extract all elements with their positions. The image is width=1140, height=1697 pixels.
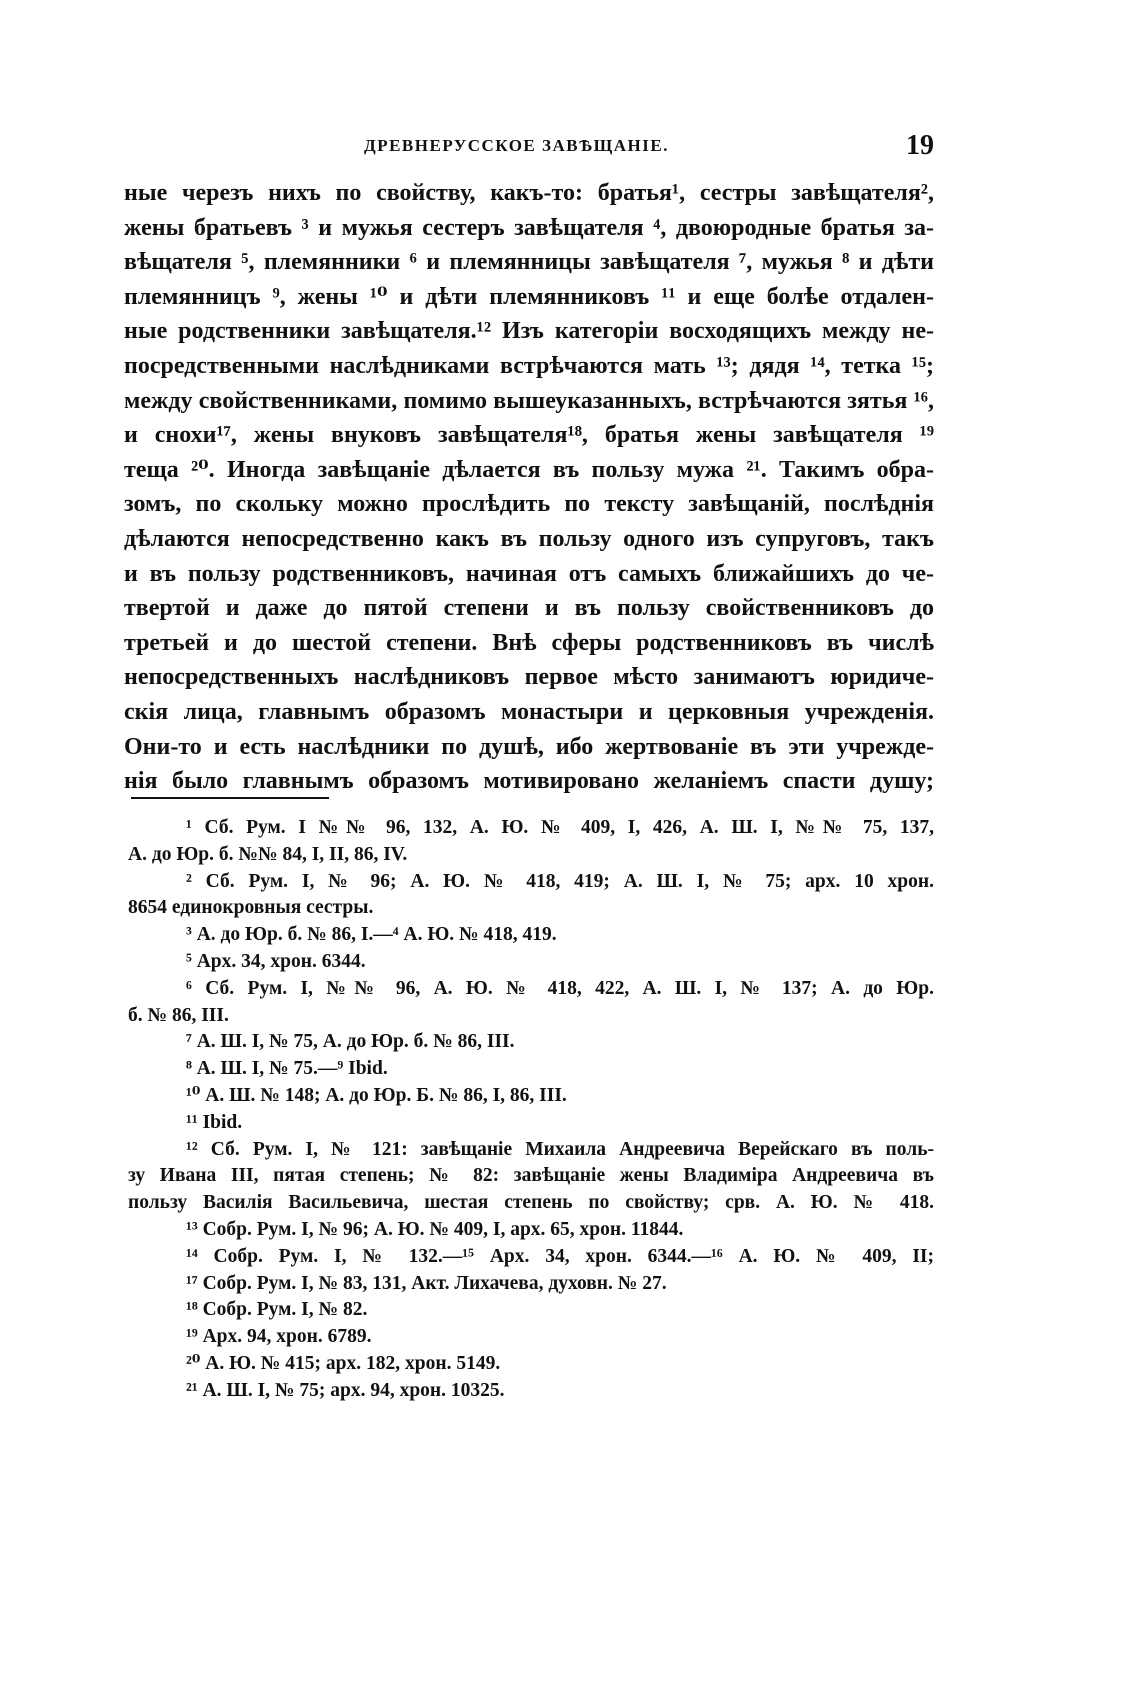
footnote-line: б. № 86, III.: [128, 1004, 229, 1026]
footnote-line: ²¹ А. Ш. I, № 75; арх. 94, хрон. 10325.: [186, 1379, 505, 1401]
text-line: Они-то и есть наслѣдники по душѣ, ибо жертвованіе въ эти учрежде-: [124, 733, 934, 760]
text-line: посредственными наслѣдниками встрѣчаются мать ¹³; дядя ¹⁴, тетка ¹⁵;: [124, 352, 934, 379]
text-line: между свойственниками, помимо вышеуказанныхъ, встрѣчаются зятья ¹⁶,: [124, 387, 934, 414]
footnote-line: 8654 единокровныя сестры.: [128, 897, 374, 919]
footnote-line: ⁶ Сб. Рум. I, №№ 96, А. Ю. № 418, 422, А. Ш. I, № 137; А. до Юр.: [186, 977, 934, 999]
footnote-line: ³ А. до Юр. б. № 86, I.—⁴ А. Ю. № 418, 419.: [186, 924, 557, 946]
text-line: твертой и даже до пятой степени и въ пользу свойственниковъ до: [124, 595, 934, 622]
text-line: племянницъ ⁹, жены ¹⁰ и дѣти племянниковъ ¹¹ и еще болѣе отдален-: [124, 283, 934, 310]
text-line: ные черезъ нихъ по свойству, какъ-то: братья¹, сестры завѣщателя²,: [124, 180, 934, 206]
footnote-line: ⁷ А. Ш. I, № 75, А. до Юр. б. № 86, III.: [186, 1031, 515, 1053]
page-header: [124, 130, 934, 164]
text-line: теща ²⁰. Иногда завѣщаніе дѣлается въ пользу мужа ²¹. Такимъ обра-: [124, 456, 934, 483]
text-line: ные родственники завѣщателя.¹² Изъ категоріи восходящихъ между не-: [124, 318, 934, 345]
footnote-line: ⁵ Арх. 34, хрон. 6344.: [186, 950, 366, 972]
footnote-line: ¹³ Собр. Рум. I, № 96; А. Ю. № 409, I, арх. 65, хрон. 11844.: [186, 1218, 684, 1240]
text-line: третьей и до шестой степени. Внѣ сферы родственниковъ въ числѣ: [124, 629, 934, 656]
footnote-line: зу Ивана III, пятая степень; № 82: завѣщаніе жены Владиміра Андреевича въ: [128, 1165, 934, 1187]
running-title: ДРЕВНЕРУССКОЕ ЗАВѢЩАНІЕ.: [364, 136, 669, 155]
footnote-line: ²⁰ А. Ю. № 415; арх. 182, хрон. 5149.: [186, 1352, 501, 1374]
text-line: и въ пользу родственниковъ, начиная отъ самыхъ ближайшихъ до че-: [124, 560, 934, 587]
footnote-divider: [131, 797, 329, 799]
footnote-line: ¹⁷ Собр. Рум. I, № 83, 131, Акт. Лихачева, духовн. № 27.: [186, 1272, 667, 1294]
footnote-line: ² Сб. Рум. I, № 96; А. Ю. № 418, 419; А. Ш. I, № 75; арх. 10 хрон.: [186, 870, 934, 892]
footnote-line: ¹¹ Ibid.: [186, 1111, 243, 1133]
footnote-line: ¹⁴ Собр. Рум. I, № 132.—¹⁵ Арх. 34, хрон. 6344.—¹⁶ А. Ю. № 409, II;: [186, 1245, 934, 1267]
text-line: дѣлаются непосредственно какъ въ пользу одного изъ супруговъ, такъ: [124, 525, 934, 552]
footnote-line: ¹⁹ Арх. 94, хрон. 6789.: [186, 1326, 372, 1348]
footnote-line: ¹ Сб. Рум. I №№ 96, 132, А. Ю. № 409, I, 426, А. Ш. I, №№ 75, 137,: [186, 817, 934, 838]
footnote-line: ¹⁰ А. Ш. № 148; А. до Юр. Б. № 86, I, 86, III.: [186, 1084, 567, 1106]
text-line: зомъ, по скольку можно прослѣдить по тексту завѣщаній, послѣднія: [124, 491, 934, 518]
text-line: скія лица, главнымъ образомъ монастыри и церковныя учрежденія.: [124, 698, 934, 725]
page-number: 19: [906, 130, 934, 161]
text-line: непосредственныхъ наслѣдниковъ первое мѣсто занимаютъ юридиче-: [124, 664, 934, 691]
text-line: жены братьевъ ³ и мужья сестеръ завѣщателя ⁴, двоюродные братья за-: [124, 214, 934, 241]
footnote-line: ¹² Сб. Рум. I, № 121: завѣщаніе Михаила Андреевича Верейскаго въ поль-: [186, 1138, 934, 1160]
footnote-line: пользу Василія Васильевича, шестая степень по свойству; срв. А. Ю. № 418.: [128, 1192, 934, 1214]
footnote-line: А. до Юр. б. №№ 84, I, II, 86, IV.: [128, 843, 408, 865]
text-line: вѣщателя ⁵, племянники ⁶ и племянницы завѣщателя ⁷, мужья ⁸ и дѣти: [124, 249, 934, 276]
footnotes: [124, 815, 934, 1405]
text-line: и снохи¹⁷, жены внуковъ завѣщателя¹⁸, братья жены завѣщателя ¹⁹: [124, 422, 934, 449]
footnote-line: ¹⁸ Собр. Рум. I, № 82.: [186, 1299, 368, 1321]
text-line: нія было главнымъ образомъ мотивировано желаніемъ спасти душу;: [124, 768, 934, 795]
footnote-line: ⁸ А. Ш. I, № 75.—⁹ Ibid.: [186, 1058, 388, 1080]
main-text: [124, 176, 934, 799]
